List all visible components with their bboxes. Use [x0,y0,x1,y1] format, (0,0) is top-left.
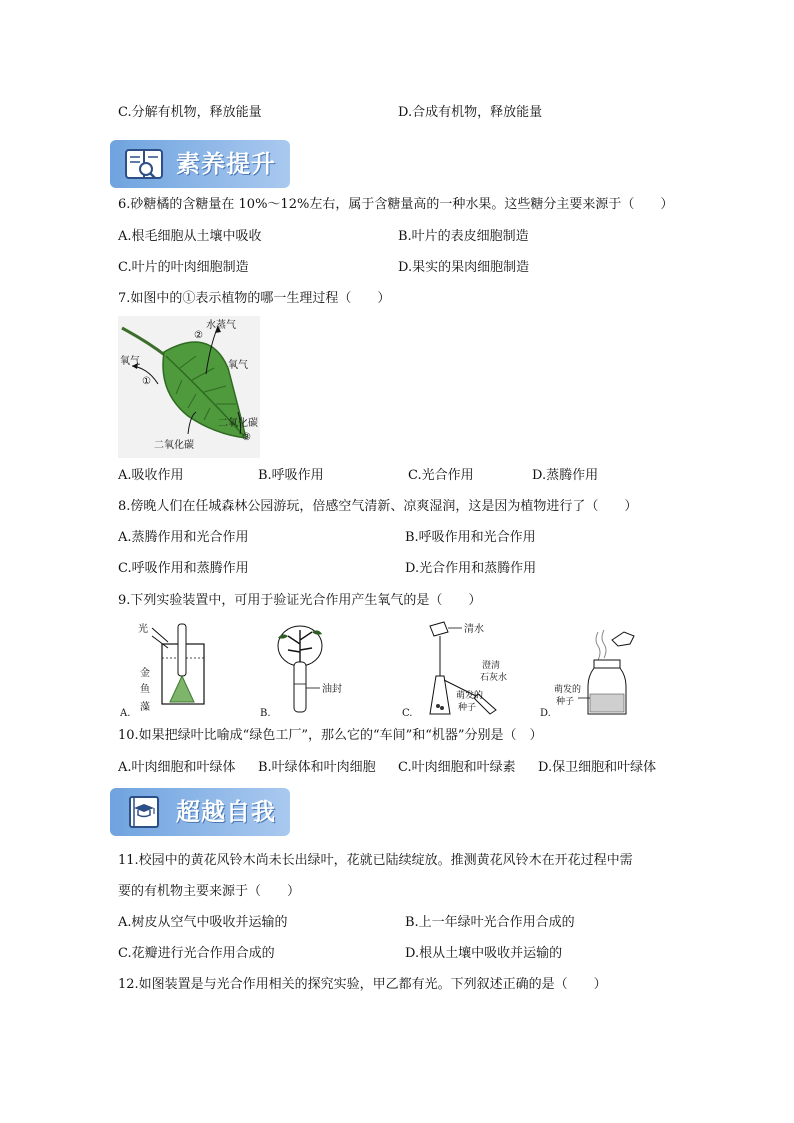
figc-label-seed1: 萌发的 [456,691,484,701]
figc-label-seed2: 种子 [458,703,477,713]
q6-stem: 6.砂糖橘的含糖量在 10%～12%左右，属于含糖量高的一种水果。这些糖分主要来源于（ ） [118,197,674,212]
figd-tag: D. [540,708,551,719]
book-search-icon [124,146,164,182]
q7-label-o2-right: 氧气 [228,360,248,371]
figc-label-lime1: 澄清 [482,661,501,671]
q7-label-1: ① [142,376,151,387]
figb-label-oil: 油封 [322,684,342,695]
q7-option-d: D.蒸腾作用 [532,468,599,483]
figc-tag: C. [402,708,413,719]
q10-option-a: A.叶肉细胞和叶绿体 [118,760,236,775]
figc-label-water: 清水 [464,624,484,635]
q9-figure-a [118,618,208,720]
q9-figure-d [538,622,648,720]
figd-label-seed2: 种子 [556,697,575,707]
q10-option-c: C.叶肉细胞和叶绿素 [398,760,516,775]
q11-option-d: D.根从土壤中吸收并运输的 [405,946,563,961]
q7-option-c: C.光合作用 [408,468,474,483]
q5-option-c: C.分解有机物，释放能量 [118,105,262,120]
q11-stem-line2: 要的有机物主要来源于（ ） [118,884,301,899]
q7-option-b: B.呼吸作用 [258,468,324,483]
section-banner-beyond [110,788,290,836]
q6-option-c: C.叶片的叶肉细胞制造 [118,260,249,275]
q9-figure-b [258,622,358,720]
q11-option-c: C.花瓣进行光合作用合成的 [118,946,275,961]
figa-label-light: 光 [138,624,148,635]
q8-option-a: A.蒸腾作用和光合作用 [118,530,249,545]
q6-option-b: B.叶片的表皮细胞制造 [398,229,529,244]
q7-leaf-diagram [118,316,260,458]
q7-label-2: ② [194,330,203,341]
graduation-book-icon [124,794,164,830]
q10-option-b: B.叶绿体和叶肉细胞 [258,760,376,775]
q5-option-d: D.合成有机物，释放能量 [398,105,543,120]
figc-label-lime2: 石灰水 [480,673,508,683]
q7-label-co2-bottom: 二氧化碳 [154,440,194,451]
q8-stem: 8.傍晚人们在任城森林公园游玩，倍感空气清新、凉爽湿润，这是因为植物进行了（ ） [118,499,638,514]
figd-label-seed1: 萌发的 [554,685,582,695]
q8-option-c: C.呼吸作用和蒸腾作用 [118,561,249,576]
figb-tag: B. [260,708,271,719]
q6-option-a: A.根毛细胞从土壤中吸收 [118,229,262,244]
q9-figure-c [400,618,530,720]
section-title: 超越自我 [176,798,276,826]
q6-option-d: D.果实的果肉细胞制造 [398,260,530,275]
q7-label-3: ③ [242,432,251,443]
figa-label-fish: 鱼 [140,684,150,695]
q12-stem: 12.如图装置是与光合作用相关的探究实验，甲乙都有光。下列叙述正确的是（ ） [118,977,607,992]
figa-label-gold: 金 [140,668,150,679]
figa-label-algae: 藻 [140,702,150,713]
q11-option-a: A.树皮从空气中吸收并运输的 [118,915,288,930]
section-title: 素养提升 [176,150,276,178]
q7-stem: 7.如图中的①表示植物的哪一生理过程（ ） [118,291,391,306]
q11-option-b: B.上一年绿叶光合作用合成的 [405,915,575,930]
q9-stem: 9.下列实验装置中，可用于验证光合作用产生氧气的是（ ） [118,593,482,608]
q7-option-a: A.吸收作用 [118,468,184,483]
figa-tag: A. [120,708,131,719]
q7-label-o2-left: 氧气 [120,356,140,367]
q7-label-vapor: 水蒸气 [206,320,236,331]
q8-option-d: D.光合作用和蒸腾作用 [405,561,537,576]
q7-label-co2-right: 二氧化碳 [218,418,258,429]
q10-stem: 10.如果把绿叶比喻成“绿色工厂”，那么它的“车间”和“机器”分别是（ ） [118,728,543,743]
q10-option-d: D.保卫细胞和叶绿体 [538,760,657,775]
q11-stem-line1: 11.校园中的黄花风铃木尚未长出绿叶，花就已陆续绽放。推测黄花风铃木在开花过程中需 [118,853,633,868]
section-banner-literacy [110,140,290,188]
q8-option-b: B.呼吸作用和光合作用 [405,530,536,545]
